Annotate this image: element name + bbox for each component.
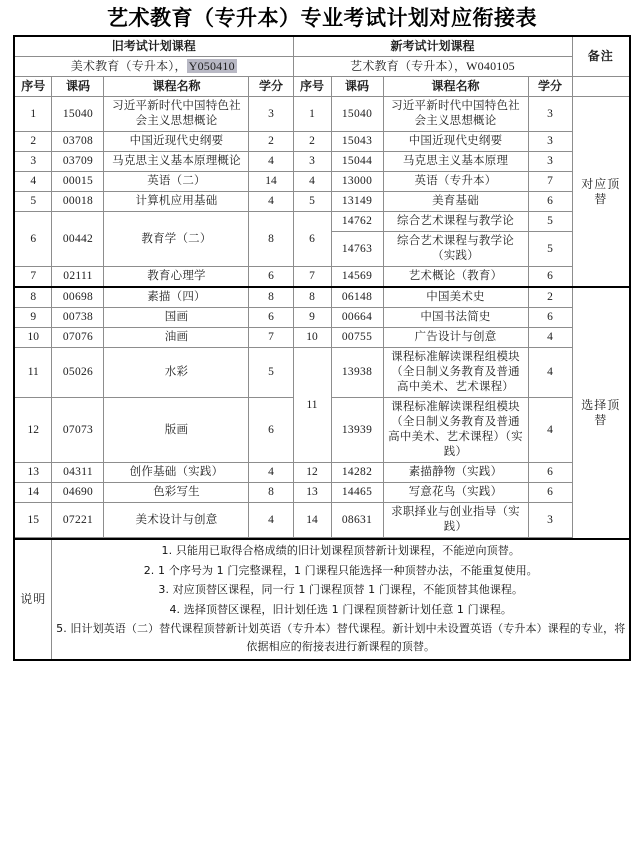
old-code: 03708 [52, 132, 104, 152]
new-course-name: 美育基础 [383, 192, 528, 212]
old-code: 02111 [52, 267, 104, 288]
old-code: 00442 [52, 212, 104, 267]
new-seq: 14 [293, 503, 331, 538]
articulation-table [13, 35, 631, 661]
new-credit: 2 [528, 287, 572, 308]
new-code: 06148 [331, 287, 383, 308]
table-group-header-row [14, 36, 630, 57]
new-credit: 5 [528, 212, 572, 232]
old-course-name: 计算机应用基础 [104, 192, 249, 212]
old-course-name: 美术设计与创意 [104, 503, 249, 538]
table-row [14, 308, 630, 328]
new-seq: 12 [293, 463, 331, 483]
new-code: 00664 [331, 308, 383, 328]
remark-selective: 选择顶替 [572, 287, 630, 539]
table-row [14, 328, 630, 348]
new-seq: 6 [293, 212, 331, 267]
new-credit: 6 [528, 267, 572, 288]
new-course-name: 中国美术史 [383, 287, 528, 308]
new-seq: 4 [293, 172, 331, 192]
new-credit: 3 [528, 97, 572, 132]
old-code: 07221 [52, 503, 104, 538]
new-course-name: 素描静物（实践） [383, 463, 528, 483]
old-seq: 6 [14, 212, 52, 267]
new-course-name: 马克思主义基本原理 [383, 152, 528, 172]
new-course-name: 中国书法简史 [383, 308, 528, 328]
new-code: 14763 [331, 232, 383, 267]
old-code: 00698 [52, 287, 104, 308]
old-course-name: 马克思主义基本原理概论 [104, 152, 249, 172]
table-row [14, 483, 630, 503]
table-row [14, 192, 630, 212]
notes-content [52, 539, 630, 660]
new-credit: 3 [528, 152, 572, 172]
new-credit: 4 [528, 398, 572, 463]
old-seq: 1 [14, 97, 52, 132]
table-row [14, 172, 630, 192]
old-course-name: 英语（二） [104, 172, 249, 192]
col-header-new-code: 课码 [331, 77, 383, 97]
old-seq: 7 [14, 267, 52, 288]
new-credit: 5 [528, 232, 572, 267]
table-plan-name-row [14, 57, 630, 77]
new-seq: 9 [293, 308, 331, 328]
new-code: 15043 [331, 132, 383, 152]
new-course-name: 求职择业与创业指导（实践） [383, 503, 528, 538]
new-credit: 6 [528, 463, 572, 483]
new-credit: 3 [528, 132, 572, 152]
new-credit: 6 [528, 483, 572, 503]
new-seq: 11 [293, 348, 331, 463]
new-credit: 6 [528, 308, 572, 328]
old-plan-group-header: 旧考试计划课程 [14, 36, 293, 57]
table-row [14, 97, 630, 132]
new-code: 00755 [331, 328, 383, 348]
old-credit: 8 [249, 212, 293, 267]
new-seq: 10 [293, 328, 331, 348]
table-column-header-row [14, 77, 630, 97]
old-credit: 6 [249, 308, 293, 328]
old-seq: 3 [14, 152, 52, 172]
old-course-name: 版画 [104, 398, 249, 463]
table-row [14, 152, 630, 172]
old-course-name: 素描（四） [104, 287, 249, 308]
new-credit: 7 [528, 172, 572, 192]
new-seq: 2 [293, 132, 331, 152]
new-course-name: 中国近现代史纲要 [383, 132, 528, 152]
remark-corresponding: 对应顶替 [572, 97, 630, 288]
new-seq: 7 [293, 267, 331, 288]
col-header-remark-spacer [572, 77, 630, 97]
new-credit: 3 [528, 503, 572, 538]
col-header-new-name: 课程名称 [383, 77, 528, 97]
old-credit: 8 [249, 483, 293, 503]
old-course-name: 色彩写生 [104, 483, 249, 503]
new-code: 15044 [331, 152, 383, 172]
old-code: 07073 [52, 398, 104, 463]
old-credit: 4 [249, 192, 293, 212]
new-course-name: 习近平新时代中国特色社会主义思想概论 [383, 97, 528, 132]
old-code: 04690 [52, 483, 104, 503]
note-item: 1. 只能用已取得合格成绩的旧计划课程顶替新计划课程，不能逆向顶替。 [161, 544, 520, 557]
old-code: 15040 [52, 97, 104, 132]
table-row [14, 503, 630, 538]
new-code: 08631 [331, 503, 383, 538]
new-code: 14465 [331, 483, 383, 503]
old-seq: 2 [14, 132, 52, 152]
new-plan-name-cell: 艺术教育（专升本），W040105 [293, 57, 572, 77]
notes-label: 说明 [14, 539, 52, 660]
old-plan-code-highlight: Y050410 [188, 59, 235, 73]
new-course-name: 写意花鸟（实践） [383, 483, 528, 503]
new-code: 14762 [331, 212, 383, 232]
old-seq: 14 [14, 483, 52, 503]
old-credit: 3 [249, 97, 293, 132]
footer-notes-row [14, 539, 630, 660]
old-plan-name-text: 美术教育（专升本）， [70, 59, 187, 73]
table-row [14, 267, 630, 288]
old-code: 05026 [52, 348, 104, 398]
old-seq: 9 [14, 308, 52, 328]
note-item: 5. 旧计划英语（二）替代课程顶替新计划英语（专升本）替代课程。新计划中未设置英语（专升本）课程的专业，将依据相应的衔接表进行新课程的顶替。 [56, 622, 626, 653]
table-row [14, 212, 630, 232]
old-code: 00018 [52, 192, 104, 212]
new-seq: 3 [293, 152, 331, 172]
old-credit: 4 [249, 152, 293, 172]
old-seq: 11 [14, 348, 52, 398]
old-course-name: 创作基础（实践） [104, 463, 249, 483]
old-course-name: 中国近现代史纲要 [104, 132, 249, 152]
new-course-name: 英语（专升本） [383, 172, 528, 192]
old-credit: 6 [249, 267, 293, 288]
old-credit: 14 [249, 172, 293, 192]
old-seq: 12 [14, 398, 52, 463]
new-plan-group-header: 新考试计划课程 [293, 36, 572, 57]
table-row [14, 463, 630, 483]
col-header-old-seq: 序号 [14, 77, 52, 97]
new-code: 13149 [331, 192, 383, 212]
new-credit: 4 [528, 348, 572, 398]
old-credit: 5 [249, 348, 293, 398]
new-course-name: 艺术概论（教育） [383, 267, 528, 288]
new-course-name: 综合艺术课程与教学论 [383, 212, 528, 232]
new-course-name: 综合艺术课程与教学论（实践） [383, 232, 528, 267]
old-course-name: 习近平新时代中国特色社会主义思想概论 [104, 97, 249, 132]
old-code: 00015 [52, 172, 104, 192]
table-row [14, 287, 630, 308]
old-course-name: 水彩 [104, 348, 249, 398]
page-title: 艺术教育（专升本）专业考试计划对应衔接表 [107, 6, 537, 30]
old-credit: 4 [249, 503, 293, 538]
new-seq: 5 [293, 192, 331, 212]
old-seq: 5 [14, 192, 52, 212]
new-code: 13000 [331, 172, 383, 192]
old-course-name: 教育心理学 [104, 267, 249, 288]
new-credit: 6 [528, 192, 572, 212]
old-plan-name-cell [14, 57, 293, 77]
old-seq: 4 [14, 172, 52, 192]
new-course-name: 课程标准解读课程组模块（全日制义务教育及普通高中美术、艺术课程） [383, 348, 528, 398]
old-seq: 8 [14, 287, 52, 308]
new-seq: 1 [293, 97, 331, 132]
old-credit: 7 [249, 328, 293, 348]
new-credit: 4 [528, 328, 572, 348]
remark-group-header: 备注 [572, 36, 630, 77]
old-course-name: 油画 [104, 328, 249, 348]
old-code: 03709 [52, 152, 104, 172]
new-code: 14569 [331, 267, 383, 288]
new-seq: 13 [293, 483, 331, 503]
col-header-old-name: 课程名称 [104, 77, 249, 97]
old-code: 00738 [52, 308, 104, 328]
col-header-old-code: 课码 [52, 77, 104, 97]
new-code: 15040 [331, 97, 383, 132]
new-course-name: 广告设计与创意 [383, 328, 528, 348]
new-seq: 8 [293, 287, 331, 308]
old-seq: 13 [14, 463, 52, 483]
old-credit: 8 [249, 287, 293, 308]
col-header-old-credit: 学分 [249, 77, 293, 97]
note-item: 4. 选择顶替区课程，旧计划任选 1 门课程顶替新计划任意 1 门课程。 [169, 602, 513, 616]
old-credit: 4 [249, 463, 293, 483]
table-row [14, 348, 630, 398]
table-row [14, 132, 630, 152]
old-seq: 15 [14, 503, 52, 538]
note-item: 3. 对应顶替区课程，同一行 1 门课程顶替 1 门课程，不能顶替其他课程。 [158, 583, 524, 596]
old-credit: 2 [249, 132, 293, 152]
old-course-name: 国画 [104, 308, 249, 328]
old-code: 04311 [52, 463, 104, 483]
old-credit: 6 [249, 398, 293, 463]
new-code: 13938 [331, 348, 383, 398]
col-header-new-seq: 序号 [293, 77, 331, 97]
new-code: 14282 [331, 463, 383, 483]
note-item: 2. 1 个序号为 1 门完整课程，1 门课程只能选择一种顶替办法，不能重复使用。 [143, 563, 538, 577]
old-course-name: 教育学（二） [104, 212, 249, 267]
col-header-new-credit: 学分 [528, 77, 572, 97]
new-code: 13939 [331, 398, 383, 463]
new-course-name: 课程标准解读课程组模块（全日制义务教育及普通高中美术、艺术课程）（实践） [383, 398, 528, 463]
old-code: 07076 [52, 328, 104, 348]
old-seq: 10 [14, 328, 52, 348]
